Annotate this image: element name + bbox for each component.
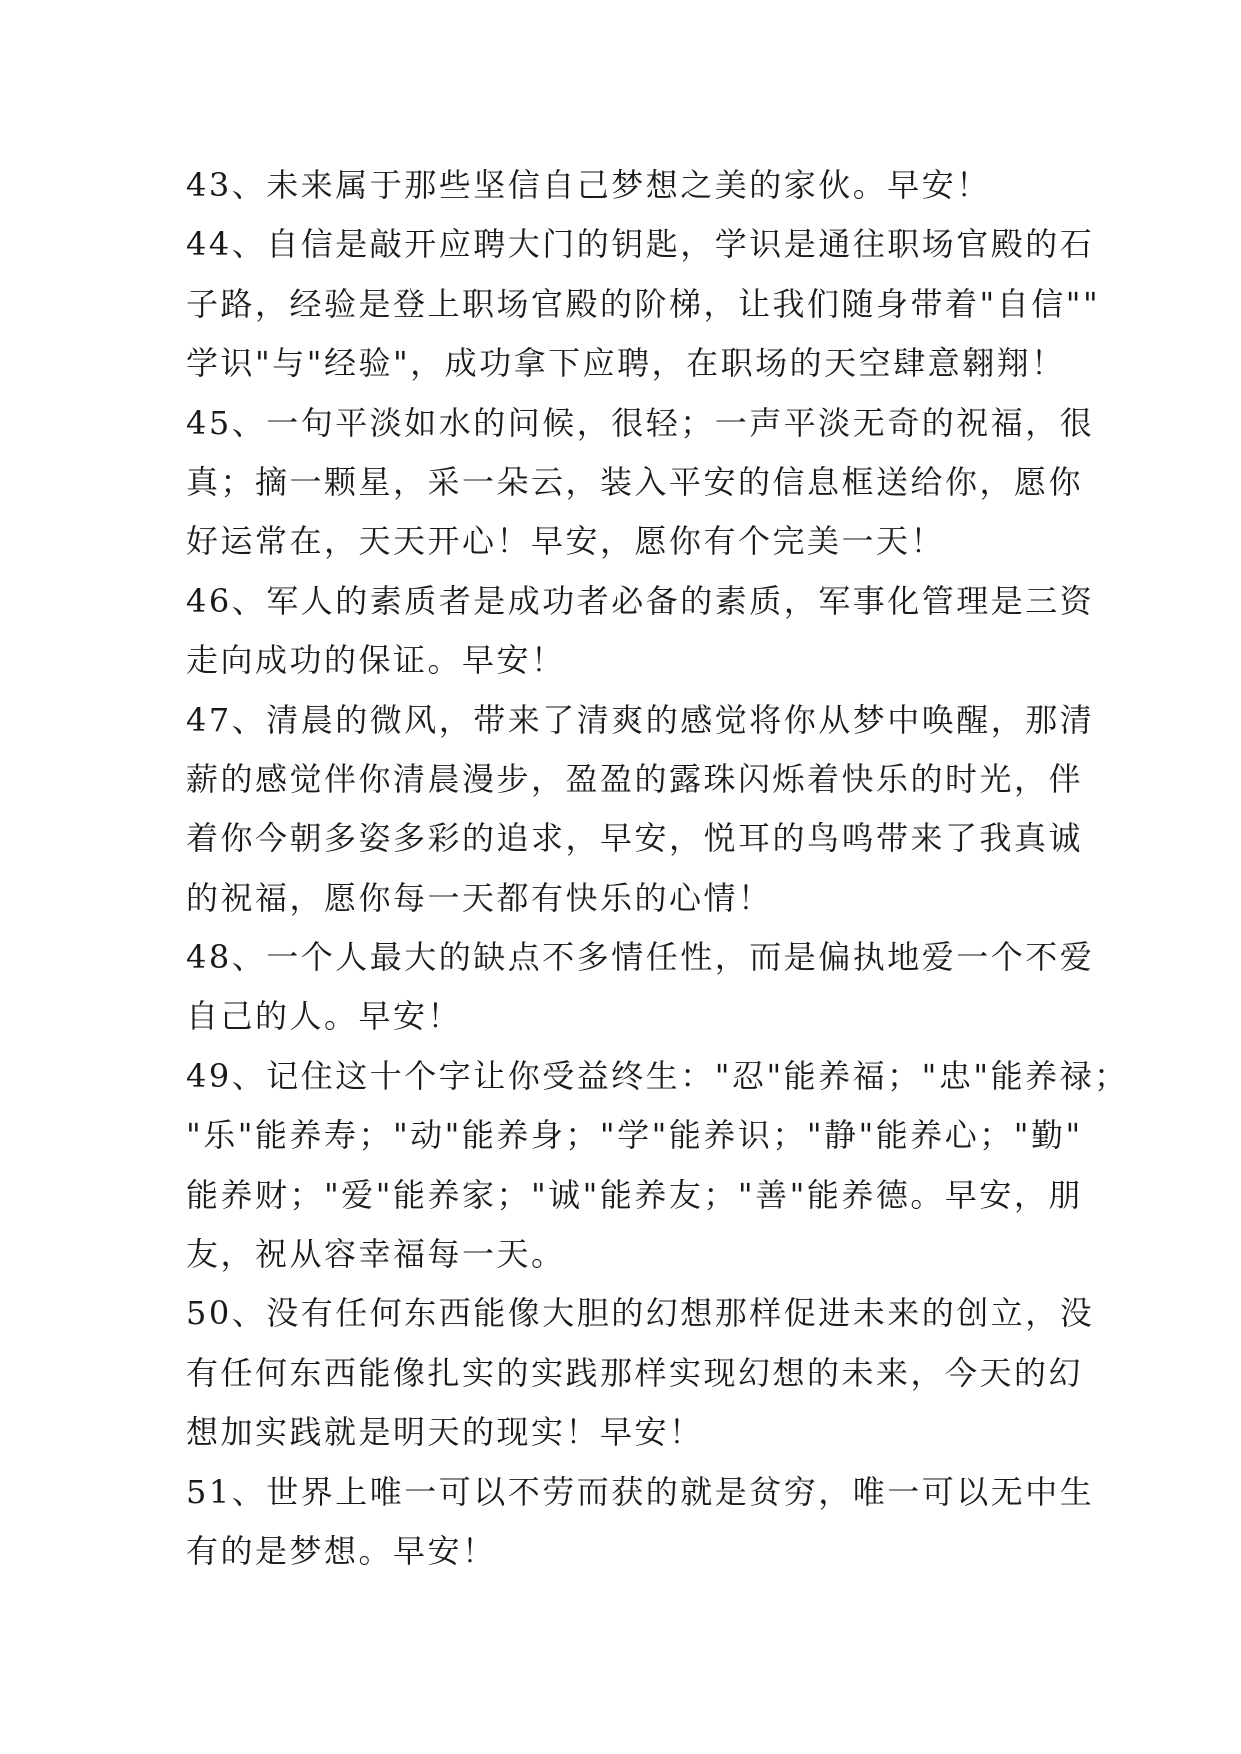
text-line: 走向成功的保证。早安！: [186, 641, 566, 680]
text-line: 子路，经验是登上职场官殿的阶梯，让我们随身带着"自信"": [186, 284, 1101, 323]
text-line: 能养财；"爱"能养家；"诚"能养友；"善"能养德。早安，朋: [186, 1175, 1083, 1214]
text-line: 着你今朝多姿多彩的追求，早安，悦耳的鸟鸣带来了我真诚: [186, 819, 1084, 858]
text-line: 友，祝从容幸福每一天。: [186, 1235, 566, 1274]
text-line: 49、记住这十个字让你受益终生："忍"能养福；"忠"能养禄；: [186, 1056, 1129, 1095]
text-line: 51、世界上唯一可以不劳而获的就是贫穷，唯一可以无中生: [186, 1472, 1095, 1511]
text-line: 43、未来属于那些坚信自己梦想之美的家伙。早安！: [186, 166, 991, 204]
text-line: 薪的感觉伴你清晨漫步，盈盈的露珠闪烁着快乐的时光，伴: [186, 759, 1084, 798]
text-line: 有任何东西能像扎实的实践那样实现幻想的未来，今天的幻: [186, 1353, 1084, 1392]
text-line: 真；摘一颗星，采一朵云，装入平安的信息框送给你，愿你: [186, 462, 1084, 501]
text-line: 45、一句平淡如水的问候，很轻；一声平淡无奇的祝福，很: [186, 403, 1095, 442]
text-line: 的祝福，愿你每一天都有快乐的心情！: [186, 878, 773, 917]
text-line: 有的是梦想。早安！: [186, 1531, 497, 1570]
text-line: 自己的人。早安！: [186, 997, 463, 1036]
text-line: "乐"能养寿；"动"能养身；"学"能养识；"静"能养心；"勤": [186, 1116, 1083, 1155]
text-line: 好运常在，天天开心！早安，愿你有个完美一天！: [186, 522, 946, 561]
text-line: 50、没有任何东西能像大胆的幻想那样促进未来的创立，没: [186, 1294, 1095, 1333]
text-line: 学识"与"经验"，成功拿下应聘，在职场的天空肆意翱翔！: [186, 344, 1066, 383]
text-line: 44、自信是敲开应聘大门的钥匙，学识是通往职场官殿的石: [186, 225, 1095, 264]
document-body: [186, 156, 1129, 1581]
text-line: 46、军人的素质者是成功者必备的素质，军事化管理是三资: [186, 581, 1095, 620]
text-line: 47、清晨的微风，带来了清爽的感觉将你从梦中唤醒，那清: [186, 700, 1095, 739]
text-line: 想加实践就是明天的现实！早安！: [186, 1413, 704, 1452]
text-line: 48、一个人最大的缺点不多情任性，而是偏执地爱一个不爱: [186, 938, 1095, 977]
